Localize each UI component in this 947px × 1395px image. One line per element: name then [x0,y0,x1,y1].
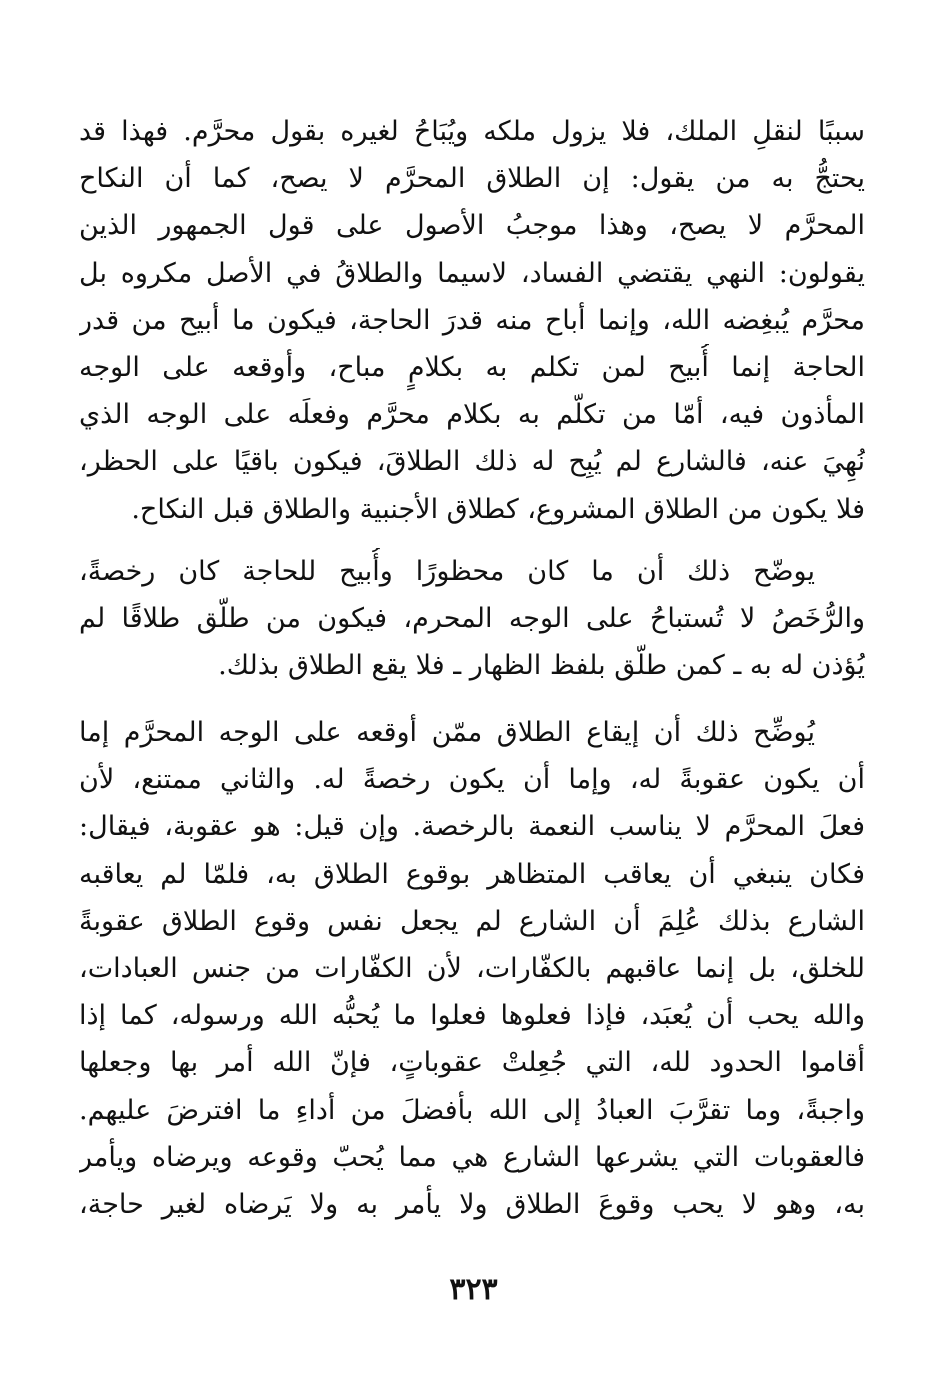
text-line: فعلَ المحرَّم لا يناسب النعمة بالرخصة. وإن قيل: هو عقوبة، فيقال: [79,811,865,843]
text-line: واجبةً، وما تقرَّبَ العبادُ إلى الله بأفضلَ من أداءِ ما افترضَ عليهم. [79,1094,865,1126]
text-line: محرَّم يُبغِضه الله، وإنما أباح منه قدرَ الحاجة، فيكون ما أبيح من قدر [79,304,865,336]
text-line: سببًا لنقلِ الملك، فلا يزول ملكه ويُبَاحُ لغيره بقول محرَّم. فهذا قد [79,116,865,147]
text-line: المأذون فيه، أمّا من تكلّم به بكلام محرَّم وفعلَه على الوجه الذي [79,399,865,431]
text-line: أقاموا الحدود لله، التي جُعِلتْ عقوباتٍ، فإنّ الله أمر بها وجعلها [79,1047,865,1079]
text-line: الحاجة إنما أُبيح لمن تكلم به بكلامٍ مباح، وأوقعه على الوجه [79,352,865,384]
text-line: يحتجُّ به من يقول: إن الطلاق المحرَّم لا يصح، كما أن النكاح [79,163,865,195]
text-line: أن يكون عقوبةً له، وإما أن يكون رخصةً له. والثاني ممتنع، لأن [79,764,865,796]
text-line: فكان ينبغي أن يعاقب المتظاهر بوقوع الطلاق به، فلمّا لم يعاقبه [79,858,865,890]
paragraph-2 [79,548,865,690]
paragraph-3 [79,709,865,1228]
text-line: يقولون: النهي يقتضي الفساد، لاسيما والطلاقُ في الأصل مكروه بل [79,257,865,289]
paragraph-1 [79,108,865,533]
text-line: والله يحب أن يُعبَد، فإذا فعلوها فعلوا ما يُحبُّه الله ورسوله، كما إذا [79,1000,865,1032]
text-line: به، وهو لا يحب وقوعَ الطلاق ولا يأمر به ولا يَرضاه لغير حاجة، [79,1189,865,1221]
text-line: فالعقوبات التي يشرعها الشارع هي مما يُحبّ وقوعه ويرضاه ويأمر [79,1141,865,1173]
text-line: نُهِيَ عنه، فالشارع لم يُبِح له ذلك الطلاقَ، فيكون باقيًا على الحظر، [79,446,865,478]
text-line: الشارع بذلك عُلِمَ أن الشارع لم يجعل نفس وقوع الطلاق عقوبةً [79,905,865,937]
text-line: للخلق، بل إنما عاقبهم بالكفّارات، لأن الكفّارات من جنس العبادات، [79,953,865,985]
text-line: والرُّخَصُ لا تُستباحُ على الوجه المحرم، فيكون من طلّق طلاقًا لم [79,603,865,635]
text-line: المحرَّم لا يصح، وهذا موجبُ الأصول على قول الجمهور الذين [79,210,865,242]
text-line: يُؤذن له به ـ كمن طلّق بلفظ الظهار ـ فلا يقع الطلاق بذلك. [218,650,865,682]
text-line: يوضّح ذلك أن ما كان محظورًا وأُبيح للحاجة كان رخصةً، [79,556,815,587]
page-number: ٣٢٣ [449,1272,498,1307]
text-line: يُوضِّح ذلك أن إيقاع الطلاق ممّن أوقعه على الوجه المحرَّم إما [79,717,815,748]
text-line: فلا يكون من الطلاق المشروع، كطلاق الأجنبية والطلاق قبل النكاح. [131,493,865,525]
